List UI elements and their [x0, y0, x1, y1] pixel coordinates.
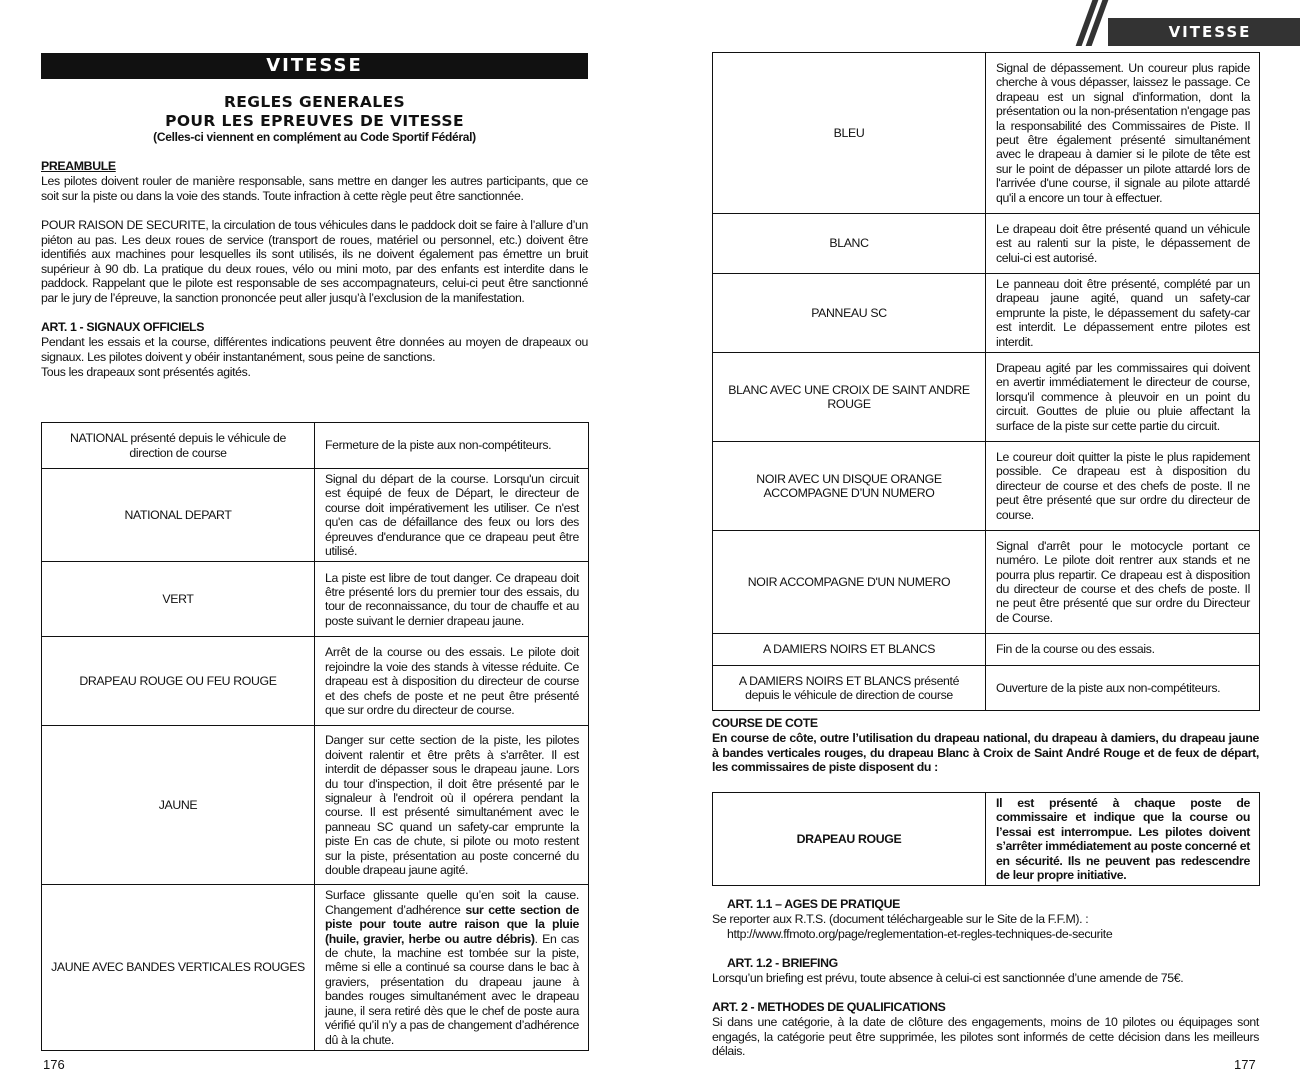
flag-description: Arrêt de la course ou des essais. Le pilote doit rejoindre la voie des stands à vitesse réduite. Ce drapeau est à disposition du directeur de course et des chefs de poste et ne peut être présenté que sur ordre du directeur de course.: [315, 637, 589, 726]
table-row: [713, 442, 1260, 531]
art1-paragraph: Pendant les essais et la course, différentes indications peuvent être données au moyen de drapeaux ou signaux. Les pilotes doivent y obéir instantanément, sous peine de sanctions.: [41, 335, 588, 364]
flag-description: Le coureur doit quitter la piste le plus rapidement possible. Ce drapeau est à disposition du directeur de course et des chefs de poste. Il ne peut être présenté que sur ordre du directeur de course.: [986, 442, 1260, 531]
flag-name: DRAPEAU ROUGE OU FEU ROUGE: [42, 637, 315, 726]
table-row: [713, 666, 1260, 711]
course-de-cote-table: [712, 792, 1260, 886]
flags-table-right: [712, 52, 1260, 711]
flag-description: Danger sur cette section de la piste, les pilotes doivent ralentir et être prêts à s'arrêter. Il est interdit de dépasser sous le drapeau jaune. Lors du tour d'inspection, il doit être présenté par le signaleur à l'endroit où il opérera pendant la course. Il est présenté simultanément avec le panneau SC quand un safety-car emprunte la piste En cas de chute, si pilote ou moto restent sur la piste, présentation au poste concerné du double drapeau jaune agité.: [315, 726, 589, 885]
art12-paragraph: Lorsqu’un briefing est prévu, toute absence à celui-ci est sanctionnée d’une amende de 75€.: [712, 971, 1184, 985]
flag-name: NOIR AVEC UN DISQUE ORANGE ACCOMPAGNE D’UN NUMERO: [713, 442, 986, 531]
flag-name: PANNEAU SC: [713, 274, 986, 353]
flag-description: [315, 885, 589, 1050]
page-number: 176: [43, 1057, 65, 1072]
table-row: [713, 214, 1260, 274]
flag-description: Fin de la course ou des essais.: [986, 634, 1260, 666]
flags-table-left: [41, 422, 589, 1051]
flag-name: A DAMIERS NOIRS ET BLANCS présenté depuis le véhicule de direction de course: [713, 666, 986, 711]
title-line-2: POUR LES EPREUVES DE VITESSE: [165, 112, 464, 130]
flag-description: Fermeture de la piste aux non-compétiteurs.: [315, 423, 589, 469]
table-row: [713, 353, 1260, 442]
flag-description: Signal de dépassement. Un coureur plus rapide cherche à vous dépasser, laissez le passage. Ce drapeau est un signal d'information, dont la présentation ou la non-présentation n'engage pas la responsabilité des Commissaires de Piste. Il peut être également présenté simultanément avec le drapeau à damier si le pilote de tête est sur le point de dépasser un pilote attardé lors de l'arrivée d'une course, il signale au pilote attardé qu'il a encore un tour à effectuer.: [986, 53, 1260, 214]
table-row: [42, 423, 589, 469]
flag-description-part: . En cas de chute, la machine est tombée sur la piste, même si elle a continué sa course dans le bac à graviers, présentation du drapeau jaune à bandes rouges simultanément avec le drapeau jaune, il sera retiré dès que le chef de poste aura vérifié qu’il n’y a pas de changement d’adhérence dû à la chute.: [325, 931, 579, 1047]
section-banner: VITESSE: [1168, 23, 1252, 41]
table-row: [713, 531, 1260, 634]
flag-description-part: Surface glissante quelle qu’en soit la cause. Changement d’adhérence: [325, 888, 579, 917]
art2-heading: ART. 2 - METHODES DE QUALIFICATIONS: [712, 1000, 946, 1014]
flag-name: A DAMIERS NOIRS ET BLANCS: [713, 634, 986, 666]
flag-description: Drapeau agité par les commissaires qui doivent en avertir immédiatement le directeur de course, lorsqu'il commence à pleuvoir en un point du circuit. Gouttes de pluie ou pluie affectant la surface de la piste sur cette partie du circuit.: [986, 353, 1260, 442]
flag-description: Il est présenté à chaque poste de commissaire et indique que la course ou l’essai est interrompue. Les pilotes doivent s’arrêter immédiatement au poste concerné et en sécurité. Ils ne peuvent pas redescendre de leur propre initiative.: [986, 793, 1260, 886]
table-row: [42, 637, 589, 726]
subtitle: (Celles-ci viennent en complément au Code Sportif Fédéral): [153, 130, 476, 144]
course-de-cote-paragraph: En course de côte, outre l’utilisation du drapeau national, du drapeau à damiers, du drapeau jaune à bandes verticales rouges, du drapeau Blanc à Croix de Saint André Rouge et de feux de départ, les commissaires de piste disposent du :: [712, 731, 1259, 775]
art12-heading: ART. 1.2 - BRIEFING: [727, 956, 838, 970]
art11-paragraph: Se reporter aux R.T.S. (document téléchargeable sur le Site de la F.F.M). :: [712, 912, 1089, 926]
art1-heading: ART. 1 - SIGNAUX OFFICIELS: [41, 320, 205, 334]
flag-description: Le panneau doit être présenté, complété par un drapeau jaune agité, quand un safety-car emprunte la piste, le dépassement du safety-car est interdit. Le dépassement entre pilotes est interdit.: [986, 274, 1260, 353]
preambule-paragraph-1: Les pilotes doivent rouler de manière responsable, sans mettre en danger les autres participants, que ce soit sur la piste ou dans la voie des stands. Toute infraction à cette règle peut être sanctionnée.: [41, 174, 588, 203]
flag-description: Signal d'arrêt pour le motocycle portant ce numéro. Le pilote doit rentrer aux stands et ne pourra plus repartir. Ce drapeau est à disposition du directeur de course et des chefs de poste. Il ne peut être présenté que sur ordre du Directeur de Course.: [986, 531, 1260, 634]
table-row: [42, 562, 589, 637]
table-row: [42, 726, 589, 885]
preambule-paragraph-2: POUR RAISON DE SECURITE, la circulation de tous véhicules dans le paddock doit se faire à l’allure d’un piéton au pas. Les deux roues de service (transport de roues, matériel ou personnel, etc.) doivent être identifiés aux machines pour lesquelles ils sont utilisés, ils ne doivent également pas émettre un bruit supérieur à 90 db. La pratique du deux roues, vélo ou mini moto, par des enfants est interdite dans le paddock. Rappelant que le pilote est responsable de ses accompagnateurs, celui-ci peut être sanctionné par le jury de l’épreuve, la sanction prononcée peut aller jusqu’à l’exclusion de la manifestation.: [41, 218, 588, 305]
flag-name: BLEU: [713, 53, 986, 214]
table-row: [713, 634, 1260, 666]
art11-heading: ART. 1.1 – AGES DE PRATIQUE: [727, 897, 900, 911]
table-row: [713, 793, 1260, 886]
flag-name: NATIONAL présenté depuis le véhicule de direction de course: [42, 423, 315, 469]
table-row: [42, 469, 589, 562]
flag-name: JAUNE AVEC BANDES VERTICALES ROUGES: [42, 885, 315, 1050]
flag-name: JAUNE: [42, 726, 315, 885]
art1-paragraph-2: Tous les drapeaux sont présentés agités.: [41, 365, 251, 379]
table-row: [713, 53, 1260, 214]
art11-link[interactable]: http://www.ffmoto.org/page/reglementation-et-regles-techniques-de-securite: [727, 927, 1113, 941]
section-banner-tab: [1080, 0, 1300, 46]
section-banner: VITESSE: [41, 53, 588, 79]
flag-description: Le drapeau doit être présenté quand un véhicule est au ralenti sur la piste, le dépassement de celui-ci est autorisé.: [986, 214, 1260, 274]
flag-description: Signal du départ de la course. Lorsqu'un circuit est équipé de feux de Départ, le directeur de course doit impérativement les utiliser. Ce n'est qu'en cas de défaillance des feux ou lors des épreuves d'endurance que ce drapeau peut être utilisé.: [315, 469, 589, 562]
flag-name: NOIR ACCOMPAGNE D'UN NUMERO: [713, 531, 986, 634]
art2-paragraph: Si dans une catégorie, à la date de clôture des engagements, moins de 10 pilotes ou équipages sont engagés, la catégorie peut être supprimée, les pilotes sont informés de cette décision dans les meilleurs délais.: [712, 1015, 1259, 1059]
flag-description: Ouverture de la piste aux non-compétiteurs.: [986, 666, 1260, 711]
right-page: [650, 0, 1300, 1092]
flag-name: BLANC: [713, 214, 986, 274]
preambule-heading: PREAMBULE: [41, 159, 116, 173]
flag-description: La piste est libre de tout danger. Ce drapeau doit être présenté lors du premier tour des essais, du tour de reconnaissance, du tour de chauffe et au poste suivant le dernier drapeau jaune.: [315, 562, 589, 637]
flag-name: BLANC AVEC UNE CROIX DE SAINT ANDRE ROUGE: [713, 353, 986, 442]
flag-name: NATIONAL DEPART: [42, 469, 315, 562]
table-row: [42, 885, 589, 1050]
flag-name: VERT: [42, 562, 315, 637]
course-de-cote-heading: COURSE DE COTE: [712, 716, 818, 730]
title-line-1: REGLES GENERALES: [223, 93, 406, 111]
flag-name: DRAPEAU ROUGE: [713, 793, 986, 886]
flag-description-bold: sur cette section de piste pour toute autre raison que la pluie (huile, gravier, herbe ou autre débris): [325, 902, 579, 946]
page-number: 177: [1234, 1057, 1256, 1072]
table-row: [713, 274, 1260, 353]
